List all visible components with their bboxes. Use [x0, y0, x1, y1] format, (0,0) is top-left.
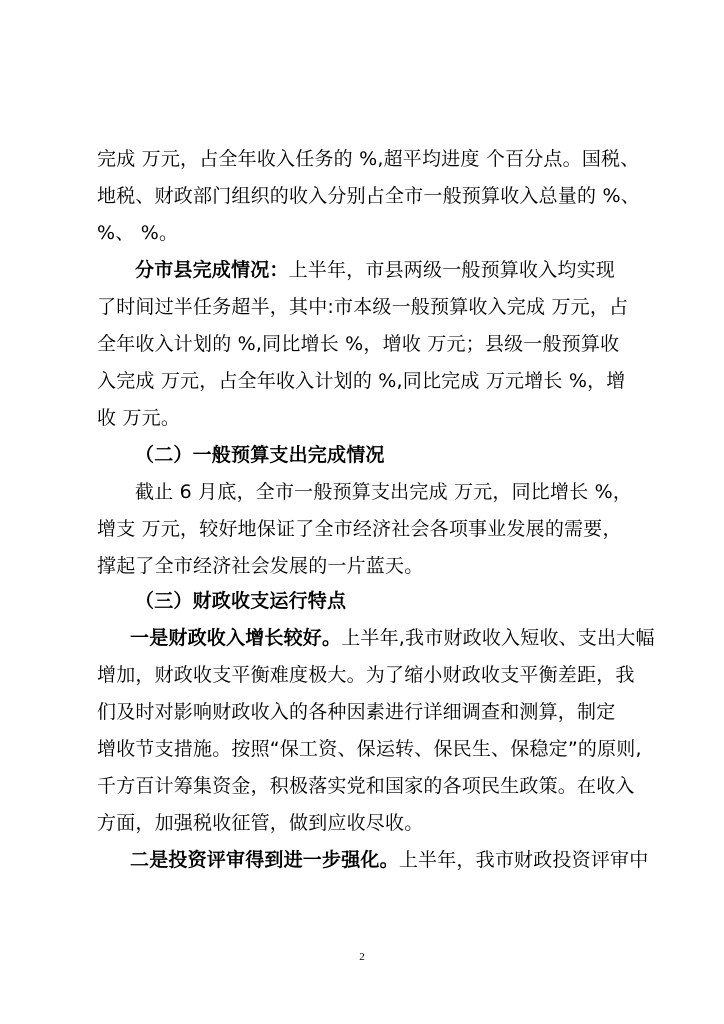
text-line: 了时间过半任务超半，其中:市本级一般预算收入完成 万元，占	[97, 296, 629, 318]
text-line: 入完成 万元，占全年收入计划的 %,同比完成 万元增长 %，增	[97, 370, 626, 392]
text-line: %、 %。	[97, 222, 179, 244]
text-line: 完成 万元，占全年收入任务的 %,超平均进度 个百分点。国税、	[97, 148, 640, 170]
text-line: 们及时对影响财政收入的各种因素进行详细调查和测算，制定	[97, 701, 616, 723]
paragraph-lead-line	[130, 847, 648, 873]
text-line: 千方百计筹集资金，积极落实党和国家的各项民生政策。在收入	[97, 775, 635, 797]
text-line: 收 万元。	[97, 407, 181, 429]
text-span: 上半年，市县两级一般预算收入均实现	[288, 259, 616, 281]
page-number: 2	[359, 951, 365, 963]
text-line: 增支 万元，较好地保证了全市经济社会各项事业发展的需要，	[97, 518, 622, 540]
text-line: 撑起了全市经济社会发展的一片蓝天。	[97, 555, 424, 577]
paragraph-lead-line	[135, 257, 615, 283]
section-heading: （二）一般预算支出完成情况	[135, 444, 385, 466]
text-line: 方面，加强税收征管，做到应收尽收。	[97, 812, 424, 834]
text-line: 增收节支措施。按照“保工资、保运转、保民生、保稳定”的原则,	[97, 738, 642, 760]
text-span: 上半年,我市财政收入短收、支出大幅	[341, 627, 655, 649]
text-line: 全年收入计划的 %,同比增长 %，增收 万元；县级一般预算收	[97, 333, 620, 355]
text-line: 地税、财政部门组织的收入分别占全市一般预算收入总量的 %、	[97, 185, 640, 207]
bold-lead-text: 二是投资评审得到进一步强化。	[130, 849, 399, 871]
text-line: 增加，财政收支平衡难度极大。为了缩小财政收支平衡差距，我	[97, 664, 635, 686]
text-span: 上半年，我市财政投资评审中	[398, 849, 649, 871]
bold-lead-text: 一是财政收入增长较好。	[130, 627, 342, 649]
bold-lead-text: 分市县完成情况：	[135, 259, 289, 281]
section-heading: （三）财政收支运行特点	[135, 590, 347, 612]
paragraph-lead-line	[130, 625, 655, 651]
text-line: 截止 6 月底，全市一般预算支出完成 万元，同比增长 %，	[135, 481, 633, 503]
